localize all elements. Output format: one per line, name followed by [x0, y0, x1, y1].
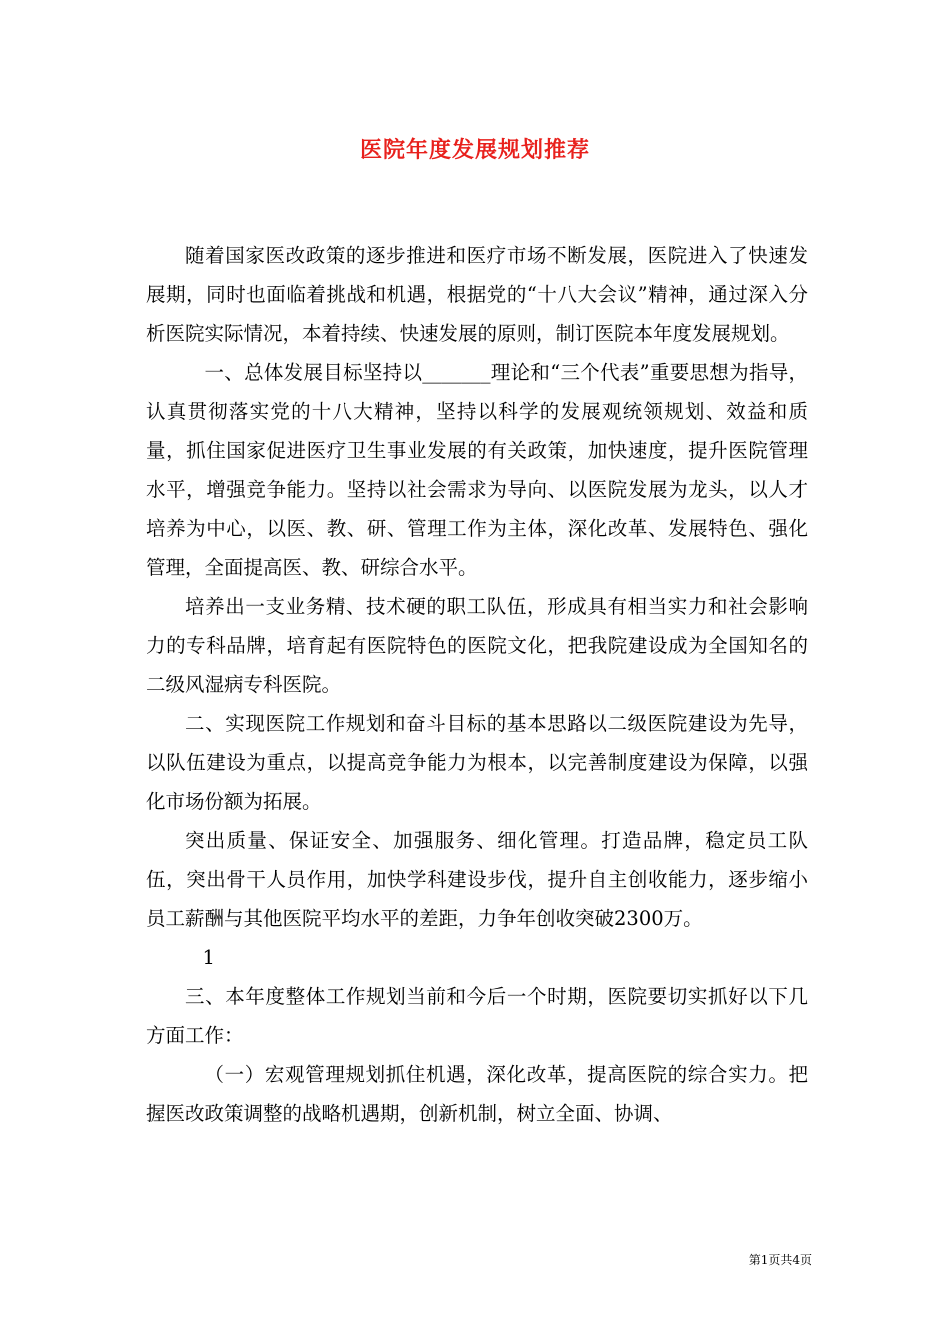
page-footer: 第1页共4页	[748, 1253, 812, 1267]
paragraph-goal: 培养出一支业务精、技术硬的职工队伍，形成具有相当实力和社会影响力的专科品牌，培育起有医院特色的医院文化，把我院建设成为全国知名的二级风湿病专科医院。	[146, 595, 808, 696]
paragraph-section-3: 三、本年度整体工作规划当前和今后一个时期，医院要切实抓好以下几方面工作：	[146, 985, 808, 1047]
paragraph-section-1: 一、总体发展目标坚持以_______理论和“三个代表”重要思想为指导，认真贯彻落实党的十八大精神，坚持以科学的发展观统领规划、效益和质量，抓住国家促进医疗卫生事业发展的有关政策，加快速度，提升医院管理水平，增强竞争能力。坚持以社会需求为导向、以医院发展为龙头，以人才培养为中心，以医、教、研、管理工作为主体，深化改革、发展特色、强化管理，全面提高医、教、研综合水平。	[146, 361, 808, 579]
document-body	[146, 236, 808, 1133]
inline-page-number: 1	[202, 946, 215, 969]
paragraph-section-2: 二、实现医院工作规划和奋斗目标的基本思路以二级医院建设为先导，以队伍建设为重点，以提高竞争能力为根本，以完善制度建设为保障，以强化市场份额为拓展。	[146, 712, 808, 813]
paragraph-subsection-1: （一）宏观管理规划抓住机遇，深化改革，提高医院的综合实力。把握医改政策调整的战略机遇期，创新机制，树立全面、协调、	[146, 1063, 808, 1125]
paragraph-quality: 突出质量、保证安全、加强服务、细化管理。打造品牌，稳定员工队伍，突出骨干人员作用，加快学科建设步伐，提升自主创收能力，逐步缩小员工薪酬与其他医院平均水平的差距，力争年创收突破2300万。	[146, 829, 808, 930]
paragraph-intro: 随着国家医改政策的逐步推进和医疗市场不断发展，医院进入了快速发展期，同时也面临着挑战和机遇，根据党的“十八大会议”精神，通过深入分析医院实际情况，本着持续、快速发展的原则，制订医院本年度发展规划。	[146, 244, 808, 345]
document-title: 医院年度发展规划推荐	[359, 137, 590, 163]
